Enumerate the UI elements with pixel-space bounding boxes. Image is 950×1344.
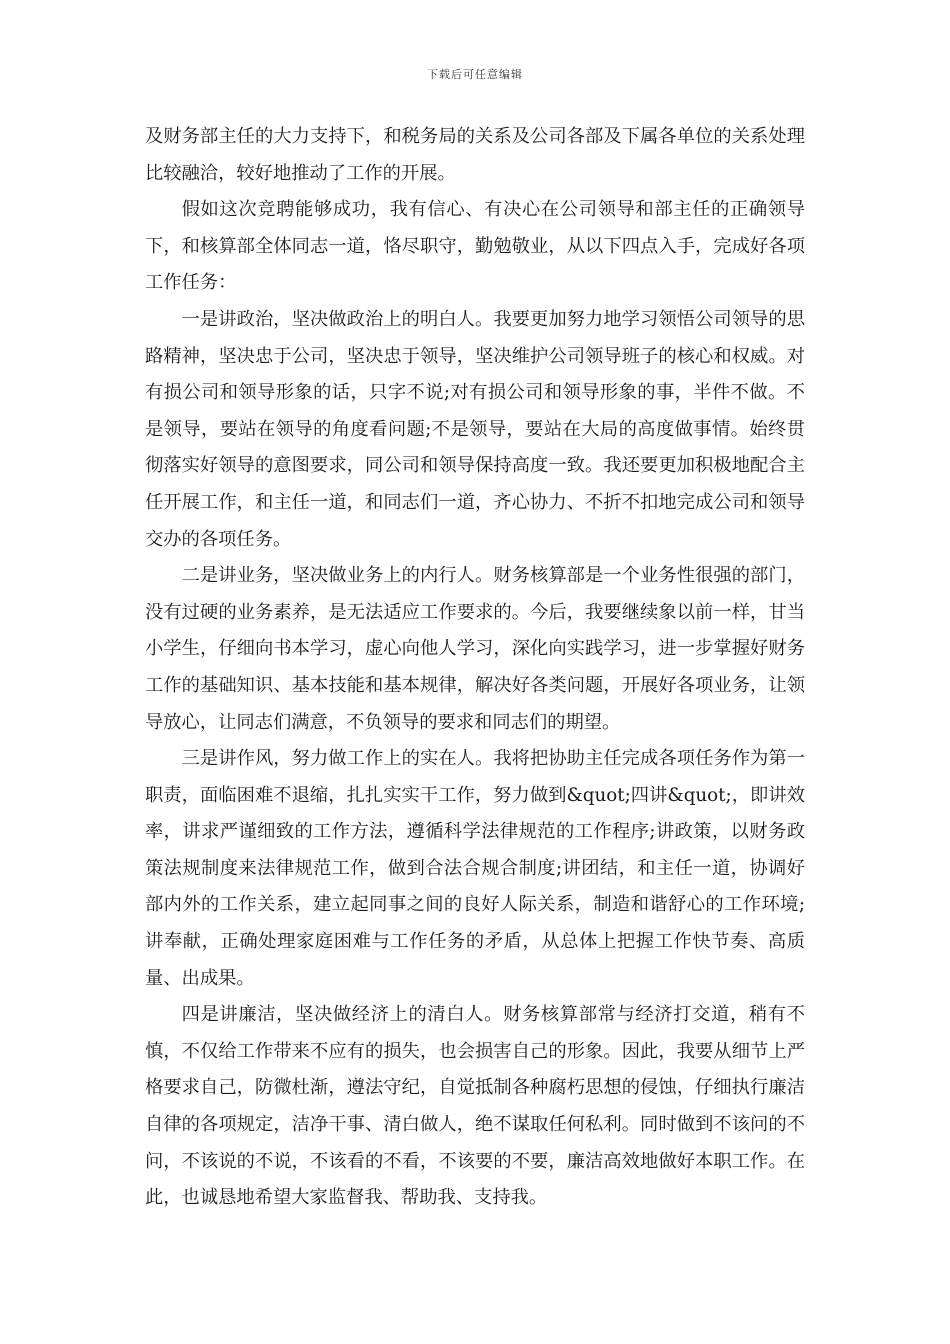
paragraph-integrity: 四是讲廉洁，坚决做经济上的清白人。财务核算部常与经济打交道，稍有不慎，不仅给工作带来不应有的损失，也会损害自己的形象。因此，我要从细节上严格要求自己，防微杜渐，遵法守纪，自觉抵制各种腐朽思想的侵蚀，仔细执行廉洁自律的各项规定，洁净干事、清白做人，绝不谋取任何私利。同时做到不该问的不问，不该说的不说，不该看的不看，不该要的不要，廉洁高效地做好本职工作。在此，也诚恳地希望大家监督我、帮助我、支持我。 <box>145 1004 805 1209</box>
paragraph-intro: 假如这次竞聘能够成功，我有信心、有决心在公司领导和部主任的正确领导下，和核算部全体同志一道，恪尽职守，勤勉敬业，从以下四点入手，完成好各项工作任务： <box>145 199 805 294</box>
paragraph-politics: 一是讲政治，坚决做政治上的明白人。我要更加努力地学习领悟公司领导的思路精神，坚决忠于公司，坚决忠于领导，坚决维护公司领导班子的核心和权威。对有损公司和领导形象的话，只字不说;对有损公司和领导形象的事，半件不做。不是领导，要站在领导的角度看问题;不是领导，要站在大局的高度做事情。始终贯彻落实好领导的意图要求，同公司和领导保持高度一致。我还要更加积极地配合主任开展工作，和主任一道，和同志们一道，齐心协力、不折不扣地完成公司和领导交办的各项任务。 <box>145 308 805 550</box>
paragraph-business: 二是讲业务，坚决做业务上的内行人。财务核算部是一个业务性很强的部门，没有过硬的业务素养，是无法适应工作要求的。今后，我要继续象以前一样，甘当小学生，仔细向书本学习，虚心向他人学习，深化向实践学习，进一步掌握好财务工作的基础知识、基本技能和基本规律，解决好各类问题，开展好各项业务，让领导放心，让同志们满意，不负领导的要求和同志们的期望。 <box>145 565 805 733</box>
paragraph-continuation: 及财务部主任的大力支持下，和税务局的关系及公司各部及下属各单位的关系处理比较融洽，较好地推动了工作的开展。 <box>145 126 805 184</box>
paragraph-work-style: 三是讲作风，努力做工作上的实在人。我将把协助主任完成各项任务作为第一职责，面临困难不退缩，扎扎实实干工作，努力做到&quot;四讲&quot;，即讲效率，讲求严谨细致的工作方法，遵循科学法律规范的工作程序;讲政策，以财务政策法规制度来法律规范工作，做到合法合规合制度;讲团结，和主任一道，协调好部内外的工作关系，建立起同事之间的良好人际关系，制造和谐舒心的工作环境;讲奉献，正确处理家庭困难与工作任务的矛盾，从总体上把握工作快节奏、高质量、出成果。 <box>145 748 805 989</box>
document-body <box>145 119 805 1217</box>
page-header-note: 下载后可任意编辑 <box>427 68 523 81</box>
